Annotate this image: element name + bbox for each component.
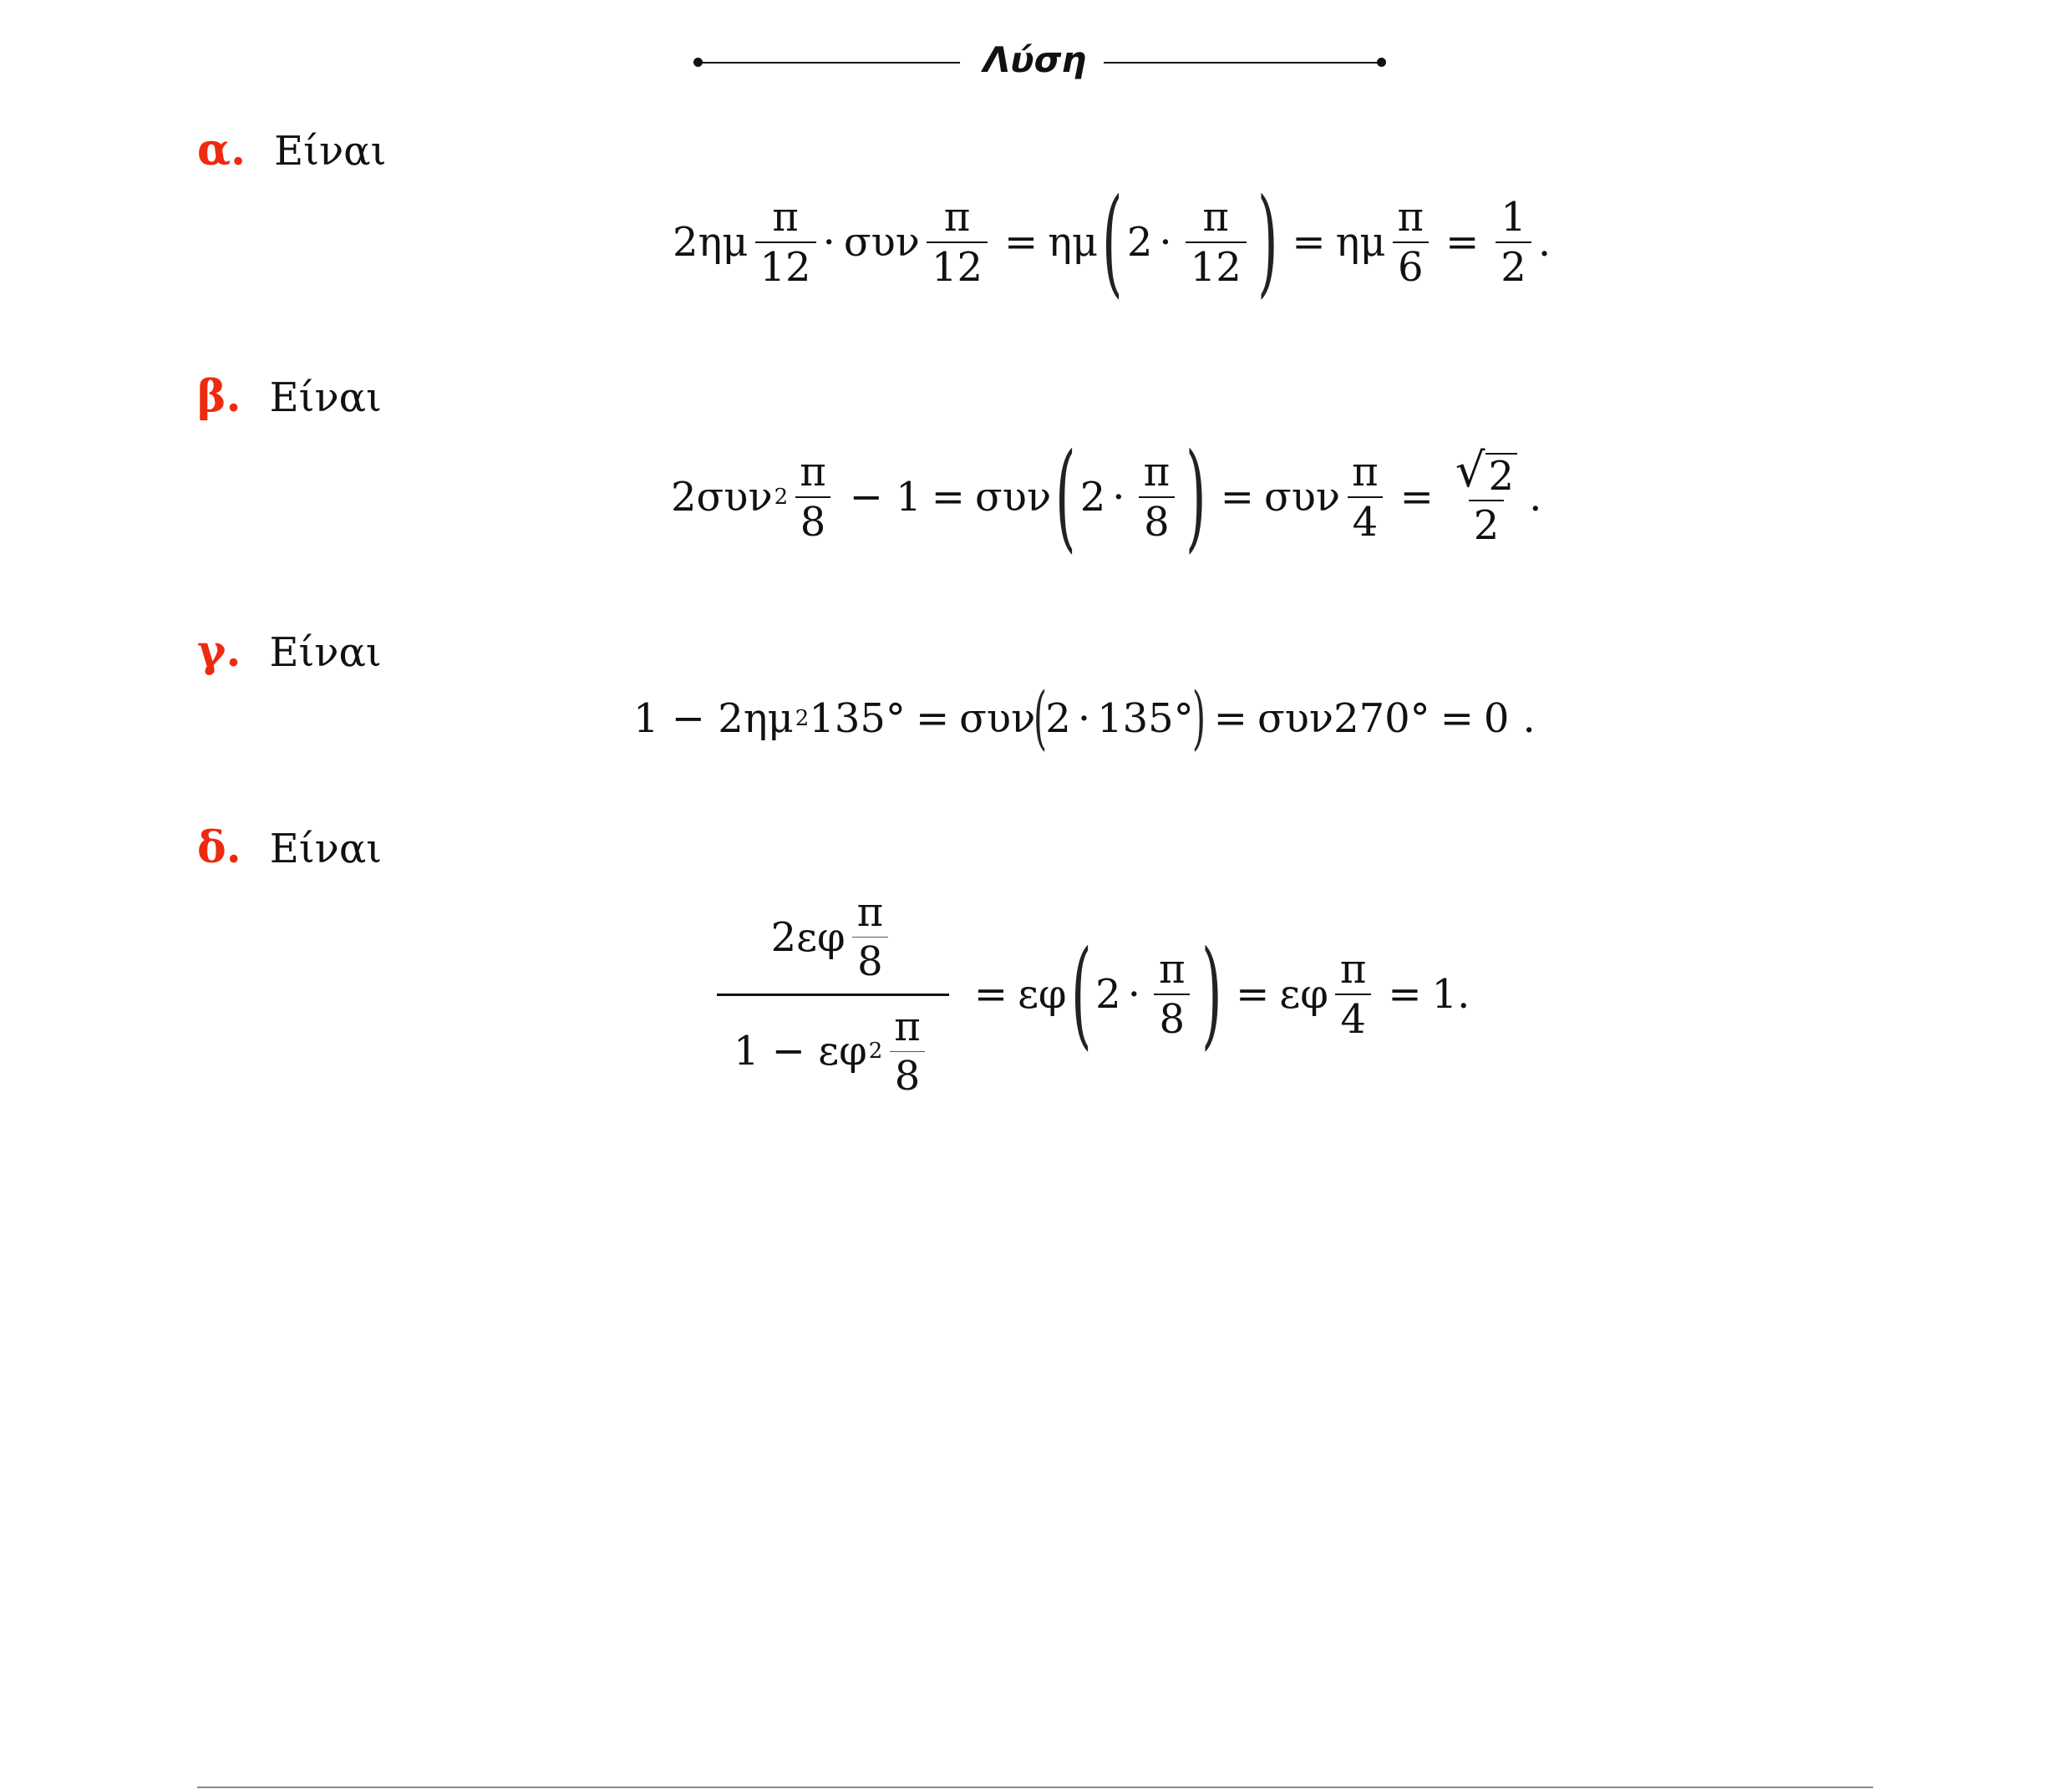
math-term: εφ	[1018, 971, 1067, 1018]
math-term: 135°	[809, 695, 906, 742]
equals-sign: =	[1292, 219, 1326, 266]
exponent: 2	[774, 485, 789, 510]
header-right-dot	[1377, 58, 1386, 67]
math-dot: ·	[1077, 695, 1091, 742]
item-delta-label	[197, 823, 382, 874]
fraction: $\frac{\pi}{12}$	[755, 196, 816, 289]
math-term: 2	[1079, 474, 1106, 521]
equals-sign: =	[1399, 474, 1434, 521]
item-letter: α.	[197, 125, 246, 175]
equation-gamma	[633, 678, 1536, 758]
math-term: 135°	[1097, 695, 1194, 742]
fraction-numerator: 2εφ $\frac{\pi}{8}$	[754, 892, 912, 994]
equals-sign: =	[1440, 695, 1474, 742]
equals-sign: =	[915, 695, 950, 742]
math-term: συν	[1263, 474, 1341, 521]
math-term: 2ημ	[673, 219, 749, 266]
math-term: συν270°	[1257, 695, 1430, 742]
right-paren: )	[1201, 926, 1222, 1062]
equals-sign: =	[1220, 474, 1254, 521]
fraction: $\frac{1}{2}$	[1496, 196, 1531, 289]
item-word: Είναι	[269, 374, 382, 421]
equals-sign: =	[1388, 971, 1422, 1018]
equals-sign: =	[1445, 219, 1480, 266]
equals-sign: =	[973, 971, 1008, 1018]
fraction: $\frac{\pi}{4}$	[1347, 451, 1384, 544]
fraction: $\frac{\pi}{8}$	[795, 451, 831, 544]
math-term: 2συν	[671, 474, 773, 521]
equation-delta	[717, 888, 1470, 1100]
equals-sign: =	[1213, 695, 1247, 742]
math-term: εφ	[1279, 971, 1328, 1018]
equation-alpha	[673, 174, 1551, 310]
item-gamma-label	[197, 627, 382, 678]
math-term: 1	[1431, 971, 1458, 1018]
fraction: $\frac{\pi}{8}$	[1154, 948, 1191, 1041]
math-dot: ·	[822, 219, 835, 266]
fraction: $\frac{\pi}{12}$	[1186, 196, 1247, 289]
fraction: $\frac{\pi}{4}$	[1335, 948, 1372, 1041]
equals-sign: =	[931, 474, 965, 521]
math-period: .	[1457, 971, 1470, 1018]
math-term: 2	[1095, 971, 1121, 1018]
square-root: √ 2	[1455, 448, 1517, 496]
right-paren: )	[1257, 174, 1278, 310]
math-term: 0	[1483, 695, 1510, 742]
math-term: − 1	[849, 474, 922, 521]
math-term: ημ	[1048, 219, 1099, 266]
left-paren: (	[1055, 429, 1076, 565]
item-letter: β.	[197, 371, 241, 422]
math-dot: ·	[1112, 474, 1125, 521]
math-term: 2	[1126, 219, 1153, 266]
math-term: 1 − 2ημ	[633, 695, 794, 742]
left-paren: (	[1033, 678, 1048, 758]
compound-fraction	[717, 888, 949, 1100]
math-period: .	[1529, 474, 1542, 521]
right-paren: )	[1191, 678, 1206, 758]
equation-beta	[671, 429, 1542, 565]
item-letter: γ.	[197, 626, 241, 677]
footer-rule	[197, 1786, 1873, 1788]
left-paren: (	[1070, 926, 1092, 1062]
header-right-rule	[1104, 62, 1383, 64]
item-letter: δ.	[197, 822, 241, 873]
math-period: .	[1522, 695, 1536, 742]
math-term: 2	[1045, 695, 1071, 742]
right-paren: )	[1186, 429, 1206, 565]
fraction-denominator: 1 − εφ 2 $\frac{\pi}{8}$	[717, 994, 949, 1098]
solution-header	[690, 38, 1392, 88]
math-term: συν	[975, 474, 1052, 521]
solution-title: Λύση	[983, 39, 1087, 80]
fraction: √ 2 2	[1450, 448, 1522, 546]
header-left-rule	[697, 62, 960, 64]
fraction: $\frac{\pi}{8}$	[1139, 451, 1176, 544]
math-dot: ·	[1159, 219, 1172, 266]
fraction: $\frac{\pi}{12}$	[927, 196, 988, 289]
equals-sign: =	[1004, 219, 1039, 266]
math-term: συν	[843, 219, 920, 266]
math-period: .	[1537, 219, 1551, 266]
item-word: Είναι	[274, 128, 387, 175]
math-term: συν	[959, 695, 1036, 742]
exponent: 2	[795, 706, 810, 731]
item-word: Είναι	[269, 826, 383, 872]
equals-sign: =	[1236, 971, 1270, 1018]
math-term: ημ	[1335, 219, 1386, 266]
item-alpha-label	[197, 125, 386, 176]
item-word: Είναι	[269, 629, 382, 676]
item-beta-label	[197, 372, 382, 423]
math-dot: ·	[1127, 971, 1140, 1018]
fraction: $\frac{\pi}{6}$	[1393, 196, 1430, 289]
left-paren: (	[1102, 174, 1123, 310]
